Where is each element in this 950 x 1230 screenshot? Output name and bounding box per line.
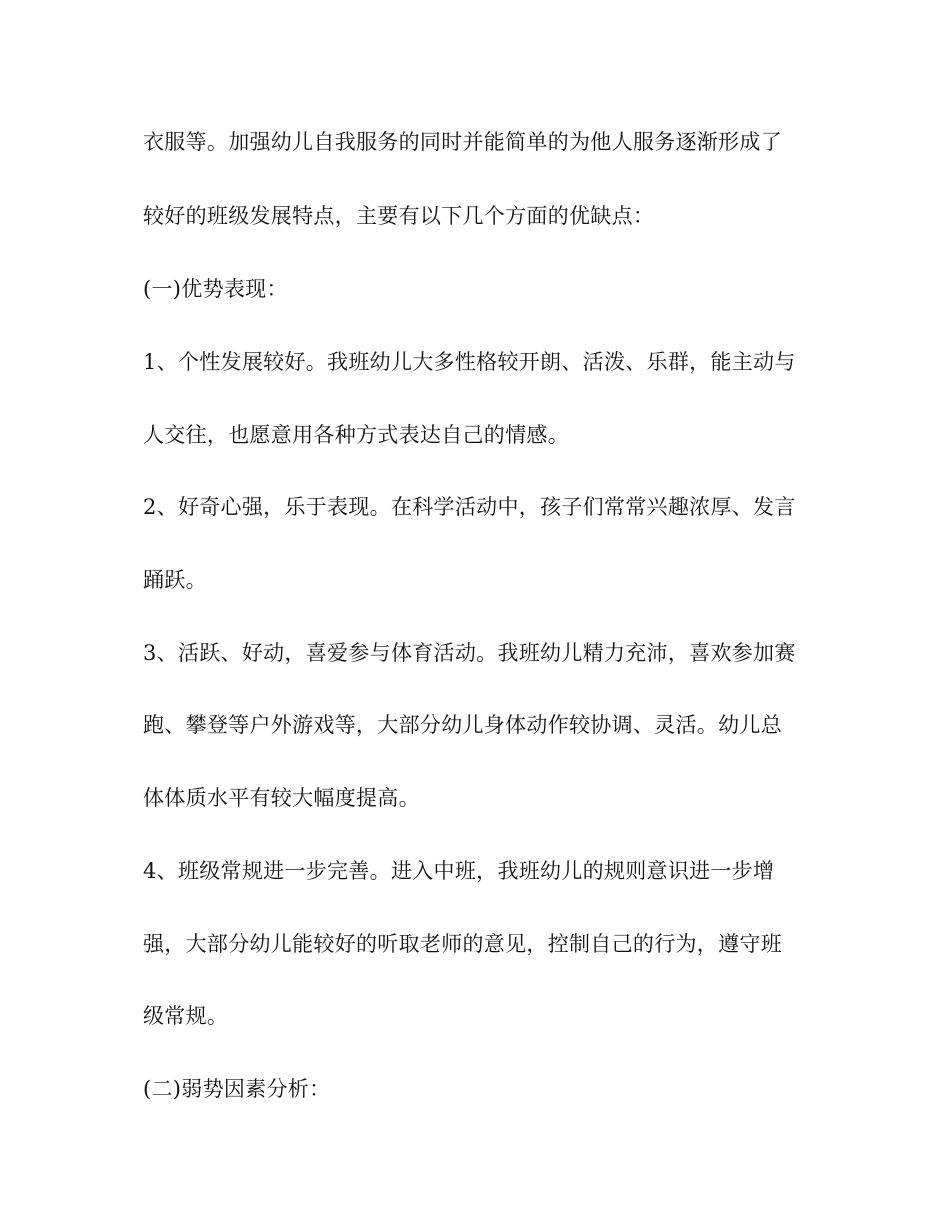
text-line: 2、好奇心强，乐于表现。在科学活动中，孩子们常常兴趣浓厚、发言 (143, 495, 796, 519)
text-line: 1、个性发展较好。我班幼儿大多性格较开朗、活泼、乐群，能主动与 (143, 350, 796, 374)
text-line: 较好的班级发展特点，主要有以下几个方面的优缺点： (143, 204, 655, 228)
text-line: 跑、攀登等户外游戏等，大部分幼儿身体动作较协调、灵活。幼儿总 (143, 713, 782, 737)
text-line: 体体质水平有较大幅度提高。 (143, 786, 420, 810)
text-line: 人交往，也愿意用各种方式表达自己的情感。 (143, 423, 569, 447)
text-line: 3、活跃、好动，喜爱参与体育活动。我班幼儿精力充沛，喜欢参加赛 (143, 641, 796, 665)
section-heading-strengths: (一)优势表现： (143, 277, 288, 301)
text-line: 强，大部分幼儿能较好的听取老师的意见，控制自己的行为，遵守班 (143, 932, 782, 956)
text-line: 4、班级常规进一步完善。进入中班，我班幼儿的规则意识进一步增 (143, 859, 775, 883)
text-line: 踊跃。 (143, 568, 207, 592)
text-line: 级常规。 (143, 1004, 229, 1028)
text-line: 衣服等。加强幼儿自我服务的同时并能简单的为他人服务逐渐形成了 (143, 130, 782, 154)
section-heading-weaknesses: (二)弱势因素分析： (143, 1077, 331, 1101)
